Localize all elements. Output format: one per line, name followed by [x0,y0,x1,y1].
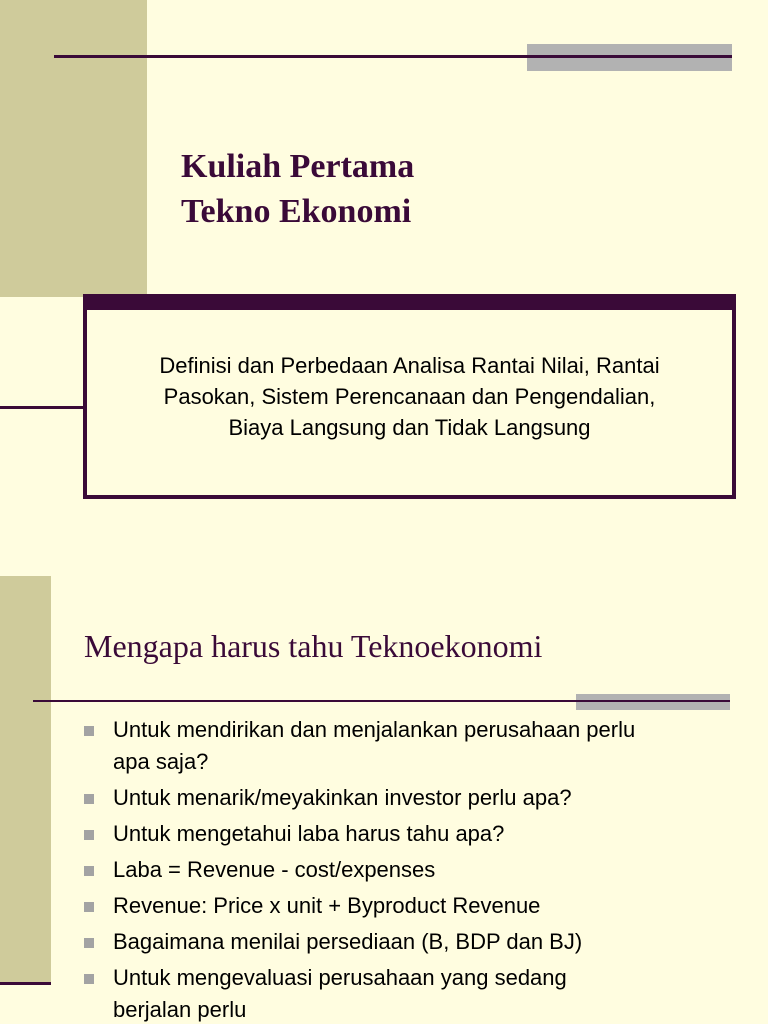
slide-1-box-header-bar [83,294,736,310]
slide-2-grey-accent-bar [576,694,730,710]
slide-1-description-line-2: Pasokan, Sistem Perencanaan dan Pengendalian, [163,384,656,409]
list-item-line: berjalan perlu [113,997,247,1022]
list-item-text [113,782,734,814]
list-item [84,854,734,886]
list-item-line: Laba = Revenue - cost/expenses [113,857,436,882]
slide-2-sidebar-decoration [0,576,51,982]
list-item-text [113,714,734,778]
square-bullet-icon [84,794,94,804]
list-item [84,890,734,922]
slide-1-description-box [83,310,736,499]
slide-2-title: Mengapa harus tahu Teknoekonomi [84,628,543,664]
square-bullet-icon [84,938,94,948]
slide-1-title-line-2: Tekno Ekonomi [181,193,412,230]
slide-1-title [181,144,701,234]
slide-1-left-rule [0,406,86,409]
list-item [84,926,734,958]
list-item-line: Untuk mengevaluasi perusahaan yang sedang [113,965,567,990]
square-bullet-icon [84,830,94,840]
slide-1-description-line-1: Definisi dan Perbedaan Analisa Rantai Nilai, Rantai [159,353,660,378]
slide-2-bullet-list [84,714,734,1024]
square-bullet-icon [84,866,94,876]
slide-1-sidebar-decoration [0,0,147,297]
list-item [84,782,734,814]
list-item [84,714,734,778]
list-item-line: apa saja? [113,749,209,774]
list-item-line: Revenue: Price x unit + Byproduct Revenue [113,893,541,918]
slide-2 [0,576,768,1024]
list-item-text [113,854,734,886]
square-bullet-icon [84,974,94,984]
slide-1-description [87,350,732,443]
list-item-text [113,890,734,922]
list-item-line: Untuk menarik/meyakinkan investor perlu apa? [113,785,572,810]
list-item-line: Bagaimana menilai persediaan (B, BDP dan BJ) [113,929,583,954]
slide-1-title-line-1: Kuliah Pertama [181,148,415,185]
list-item-line: Untuk mengetahui laba harus tahu apa? [113,821,505,846]
square-bullet-icon [84,902,94,912]
list-item-text [113,926,734,958]
slide-2-left-rule [0,982,51,985]
list-item-text [113,818,734,850]
square-bullet-icon [84,726,94,736]
slide-1-grey-accent-bar [527,44,732,71]
list-item [84,962,734,1024]
list-item-text [113,962,734,1024]
list-item [84,818,734,850]
slide-1-description-line-3: Biaya Langsung dan Tidak Langsung [228,415,591,440]
list-item-line: Untuk mendirikan dan menjalankan perusahaan perlu [113,717,636,742]
slide-gap [0,540,768,576]
